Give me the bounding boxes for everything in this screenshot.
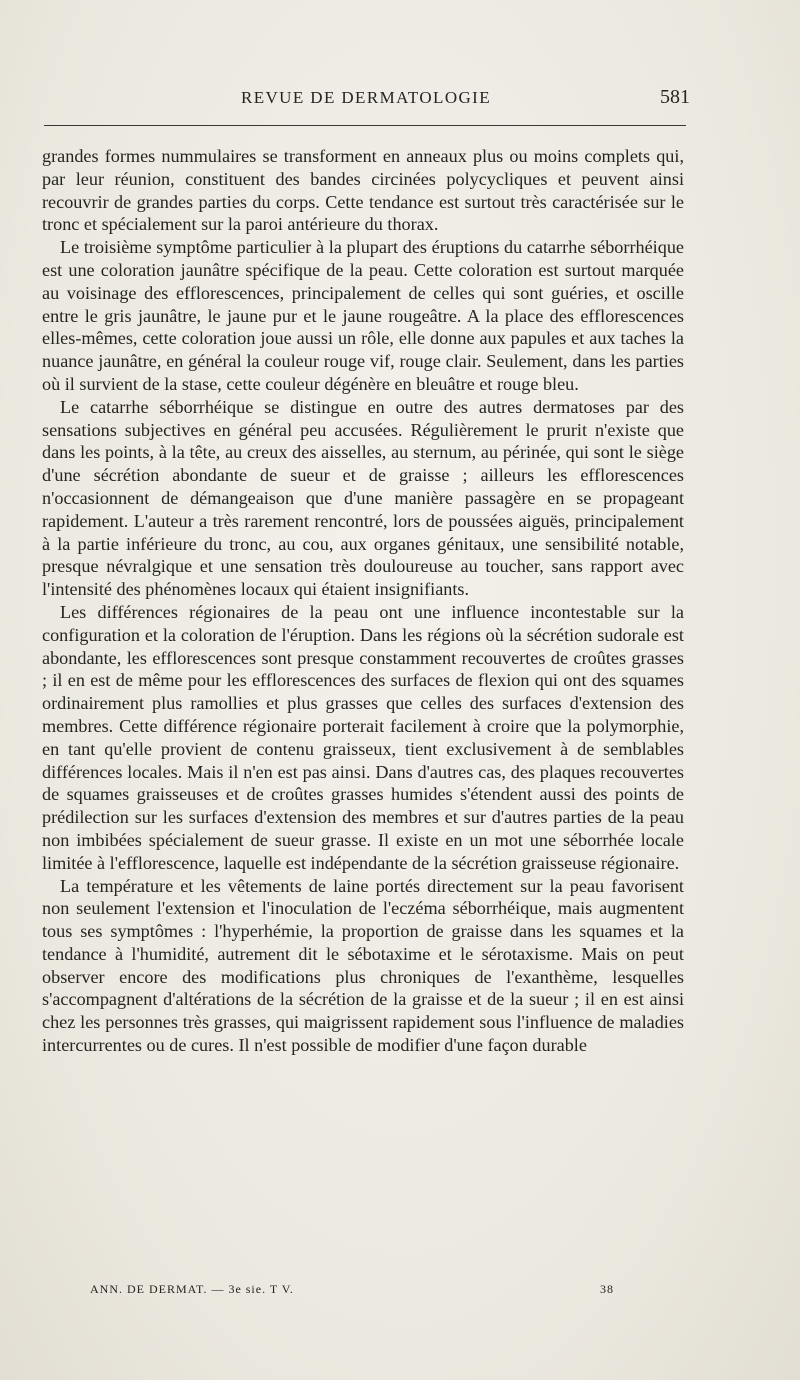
paragraph: Les différences régionaires de la peau ont une influence incontestable sur la configuration et la coloration de l'éruption. Dans les régions où la sécrétion sudorale est abondante, les efflorescences sont presque constamment recouvertes de croûtes grasses ; il en est de même pour les efflorescences des surfaces de flexion qui ont des squames ordinairement plus ramollies et plus grasses que celles des surfaces d'extension des membres. Cette différence régionaire porterait facilement à croire que la polymorphie, en tant qu'elle provient de contenu graisseux, tient exclusivement à de semblables différences locales. Mais il n'en est pas ainsi. Dans d'autres cas, des plaques recouvertes de squames graisseuses et de croûtes grasses humides s'étendent aussi des points de prédilection sur les surfaces d'extension des membres et sur d'autres parties de la peau non imbibées spécialement de sueur grasse. Il existe en un mot une séborrhée locale limitée à l'efflorescence, laquelle est indépendante de la sécrétion graisseuse régionaire.: [42, 601, 684, 873]
page-number: 581: [660, 86, 690, 108]
page-footer: [90, 1282, 650, 1300]
footer-sheet-number: 38: [600, 1282, 614, 1296]
paragraph: La température et les vêtements de laine portés directement sur la peau favorisent non seulement l'extension et l'inoculation de l'eczéma séborrhéique, mais augmentent tous ses symptômes : l'hyperhémie, la proportion de graisse dans les squames et la tendance à l'humidité, autrement dit le sébotaxime et le sérotaxisme. Mais on peut observer encore des modifications plus chroniques de l'exanthème, lesquelles s'accompagnent d'altérations de la sécrétion de la graisse et de la sueur ; il en est ainsi chez les personnes très grasses, qui maigrissent rapidement sous l'influence de maladies intercurrentes ou de cures. Il n'est possible de modifier d'une façon durable: [42, 875, 684, 1056]
footer-signature: ANN. DE DERMAT. — 3e sie. T V.: [90, 1282, 294, 1296]
paragraph: Le catarrhe séborrhéique se distingue en outre des autres dermatoses par des sensations subjectives en général peu accusées. Régulièrement le prurit n'existe que dans les points, à la tête, au creux des aisselles, au sternum, au périnée, qui sont le siège d'une sécrétion abondante de sueur et de graisse ; ailleurs les efflorescences n'occasionnent de démangeaison que d'une manière passagère en se propageant rapidement. L'auteur a très rarement rencontré, lors de poussées aiguës, principalement à la partie inférieure du tronc, au cou, aux organes génitaux, une sensibilité notable, presque névralgique et une sensation très douloureuse au toucher, sans rapport avec l'intensité des phénomènes locaux qui étaient insignifiants.: [42, 396, 684, 600]
body-text: [42, 145, 684, 1057]
paragraph: grandes formes nummulaires se transforment en anneaux plus ou moins complets qui, par leur réunion, constituent des bandes circinées polycycliques et peuvent ainsi recouvrir de grandes parties du corps. Cette tendance est surtout très caractérisée sur le tronc et spécialement sur la paroi antérieure du thorax.: [42, 146, 684, 235]
page-header: [42, 88, 690, 114]
paragraph: Le troisième symptôme particulier à la plupart des éruptions du catarrhe séborrhéique est une coloration jaunâtre spécifique de la peau. Cette coloration est surtout marquée au voisinage des efflorescences, principalement de celles qui sont guéries, et oscille entre le gris jaunâtre, le jaune pur et le jaune rougeâtre. A la place des efflorescences elles-mêmes, cette coloration joue aussi un rôle, elle donne aux papules et aux taches la nuance jaunâtre, en général la couleur rouge vif, rouge clair. Seulement, dans les parties où il survient de la stase, cette couleur dégénère en bleuâtre et rouge bleu.: [42, 237, 684, 394]
running-title: REVUE DE DERMATOLOGIE: [240, 88, 492, 107]
header-rule: [44, 125, 686, 126]
